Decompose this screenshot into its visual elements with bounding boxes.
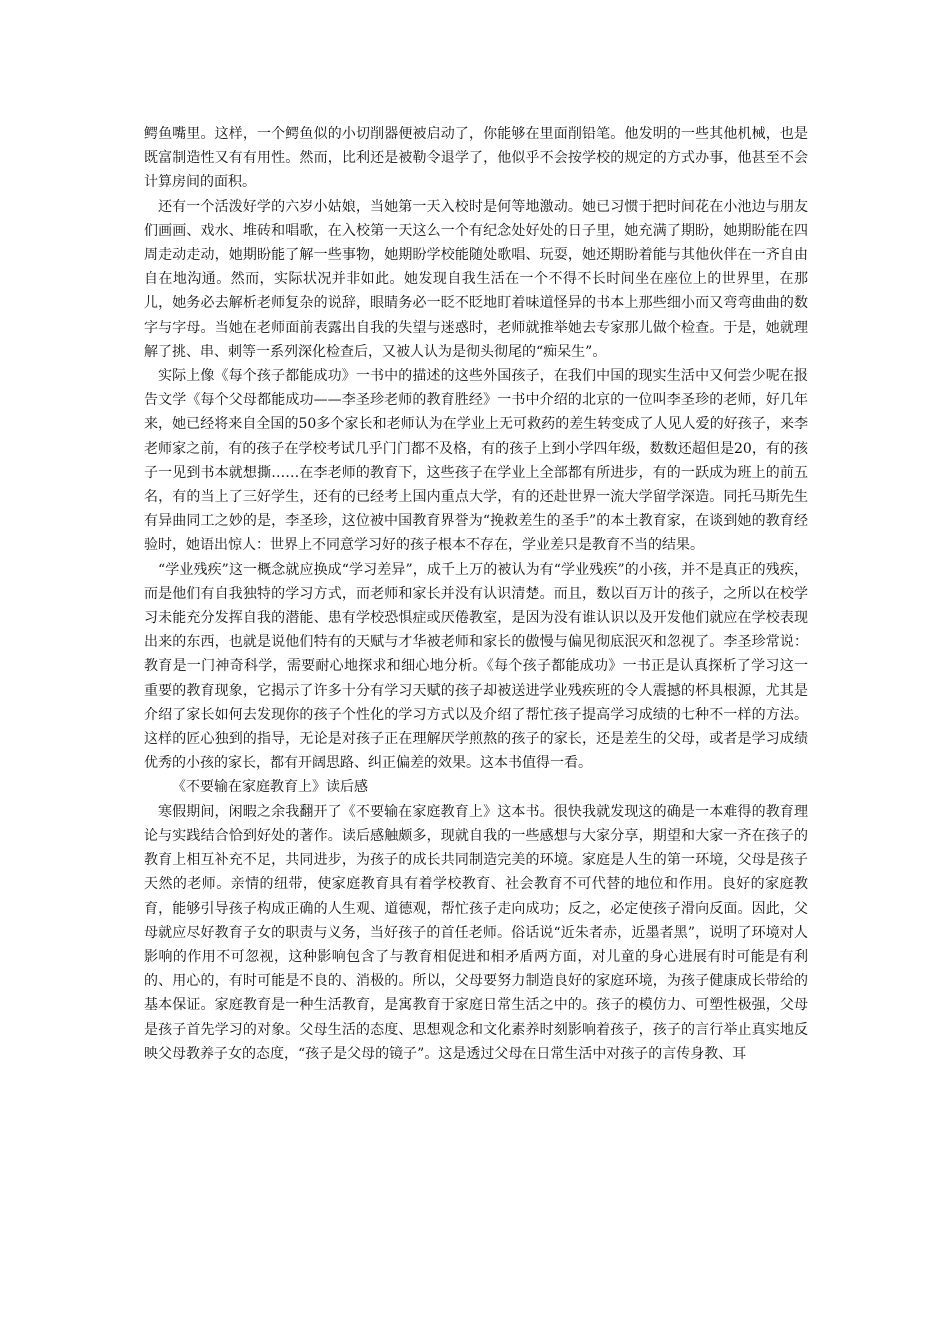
paragraph-family-education: 寒假期间，闲暇之余我翻开了《不要输在家庭教育上》这本书。很快我就发现这的确是一本难得的教育理论与实践结合恰到好处的著作。读后感触颇多，现就自我的一些感想与大家分享，期望和大家一齐在孩子的教育上相互补充不足，共同进步，为孩子的成长共同制造完美的环境。家庭是人生的第一环境，父母是孩子天然的老师。亲情的纽带，使家庭教育具有着学校教育、社会教育不可代替的地位和作用。良好的家庭教育，能够引导孩子构成正确的人生观、道德观，帮忙孩子走向成功；反之，必定使孩子滑向反面。因此，父母就应尽好教育子女的职责与义务，当好孩子的首任老师。俗话说“近朱者赤，近墨者黑”，说明了环境对人影响的作用不可忽视，这种影响包含了与教育相促进和相矛盾两方面，对儿童的身心进展有时可能是有利的、用心的，有时可能是不良的、消极的。所以，父母要努力制造良好的家庭环境，为孩子健康成长带给的基本保证。家庭教育是一种生活教育，是寓教育于家庭日常生活之中的。孩子的模仿力、可塑性极强，父母是孩子首先学习的对象。父母生活的态度、思想观念和文化素养时刻影响着孩子，孩子的言行举止真实地反映父母教养子女的态度，“孩子是父母的镜子”。这是透过父母在日常生活中对孩子的言传身教、耳 (144, 803, 808, 1062)
paragraph-six-year-old-girl: 还有一个活泼好学的六岁小姑娘，当她第一天入校时是何等地激动。她已习惯于把时间花在小池边与朋友们画画、戏水、堆砖和唱歌，在入校第一天这么一个有纪念处好处的日子里，她充满了期盼，她期盼能在四周走动走动，她期盼能了解一些事物，她期盼学校能随处歌唱、玩耍，她还期盼着能与其他伙伴在一齐自由自在地沟通。然而，实际状况并非如此。她发现自我生活在一个不得不长时间坐在座位上的世界里，在那儿，她务必去解析老师复杂的说辞，眼睛务必一眨不眨地盯着味道怪异的书本上那些细小而又弯弯曲曲的数字与字母。当她在老师面前表露出自我的失望与迷惑时，老师就推举她去专家那儿做个检查。于是，她就理解了挑、串、刺等一系列深化检查后，又被人认为是彻头彻尾的“痴呆生”。 (144, 198, 808, 360)
section-heading: 《不要输在家庭教育上》读后感 (172, 779, 368, 796)
paragraph-billy-continued: 鳄鱼嘴里。这样，一个鳄鱼似的小切削器便被启动了，你能够在里面削铅笔。他发明的一些其他机械，也是既富制造性又有有用性。然而，比利还是被勒令退学了，他似乎不会按学校的规定的方式办事，他甚至不会计算房间的面积。 (144, 126, 808, 191)
document-page (144, 122, 808, 1066)
paragraph-li-shengzhen: 实际上像《每个孩子都能成功》一书中的描述的这些外国孩子，在我们中国的现实生活中又何尝少呢在报告文学《每个父母都能成功——李圣珍老师的教育胜经》一书中介绍的北京的一位叫李圣珍的老师，好几年来，她已经将来自全国的50多个家长和老师认为在学业上无可救药的差生转变成了人见人爱的好孩子，来李老师家之前，有的孩子在学校考试几乎门门都不及格，有的孩子上到小学四年级，数数还超但是20，有的孩子一见到书本就想撕……在李老师的教育下，这些孩子在学业上全部都有所进步，有的一跃成为班上的前五名，有的当上了三好学生，还有的已经考上国内重点大学，有的还赴世界一流大学留学深造。同托马斯先生有异曲同工之妙的是，李圣珍，这位被中国教育界誉为“挽救差生的圣手”的本土教育家，在谈到她的教育经验时，她语出惊人：世界上不同意学习好的孩子根本不存在，学业差只是教育不当的结果。 (144, 368, 808, 554)
paragraph-learning-differences: “学业残疾”这一概念就应换成“学习差异”，成千上万的被认为有“学业残疾”的小孩，并不是真正的残疾，而是他们有自我独特的学习方式，而老师和家长并没有认识清楚。而且，数以百万计的孩子，之所以在校学习未能充分发挥自我的潜能、患有学校恐惧症或厌倦教室，是因为没有谁认识以及开发他们就应在学校表现出来的东西，也就是说他们特有的天赋与才华被老师和家长的傲慢与偏见彻底泯灭和忽视了。李圣珍常说：教育是一门神奇科学，需要耐心地探求和细心地分析。《每个孩子都能成功》一书正是认真探析了学习这一重要的教育现象，它揭示了许多十分有学习天赋的孩子却被送进学业残疾班的令人震撼的杯具根源，尤其是介绍了家长如何去发现你的孩子个性化的学习方式以及介绍了帮忙孩子提高学习成绩的七种不一样的方法。这样的匠心独到的指导，无论是对孩子正在理解厌学煎熬的孩子的家长，还是差生的父母，或者是学习成绩优秀的小孩的家长，都有开阔思路、纠正偏差的效果。这本书值得一看。 (144, 561, 808, 772)
